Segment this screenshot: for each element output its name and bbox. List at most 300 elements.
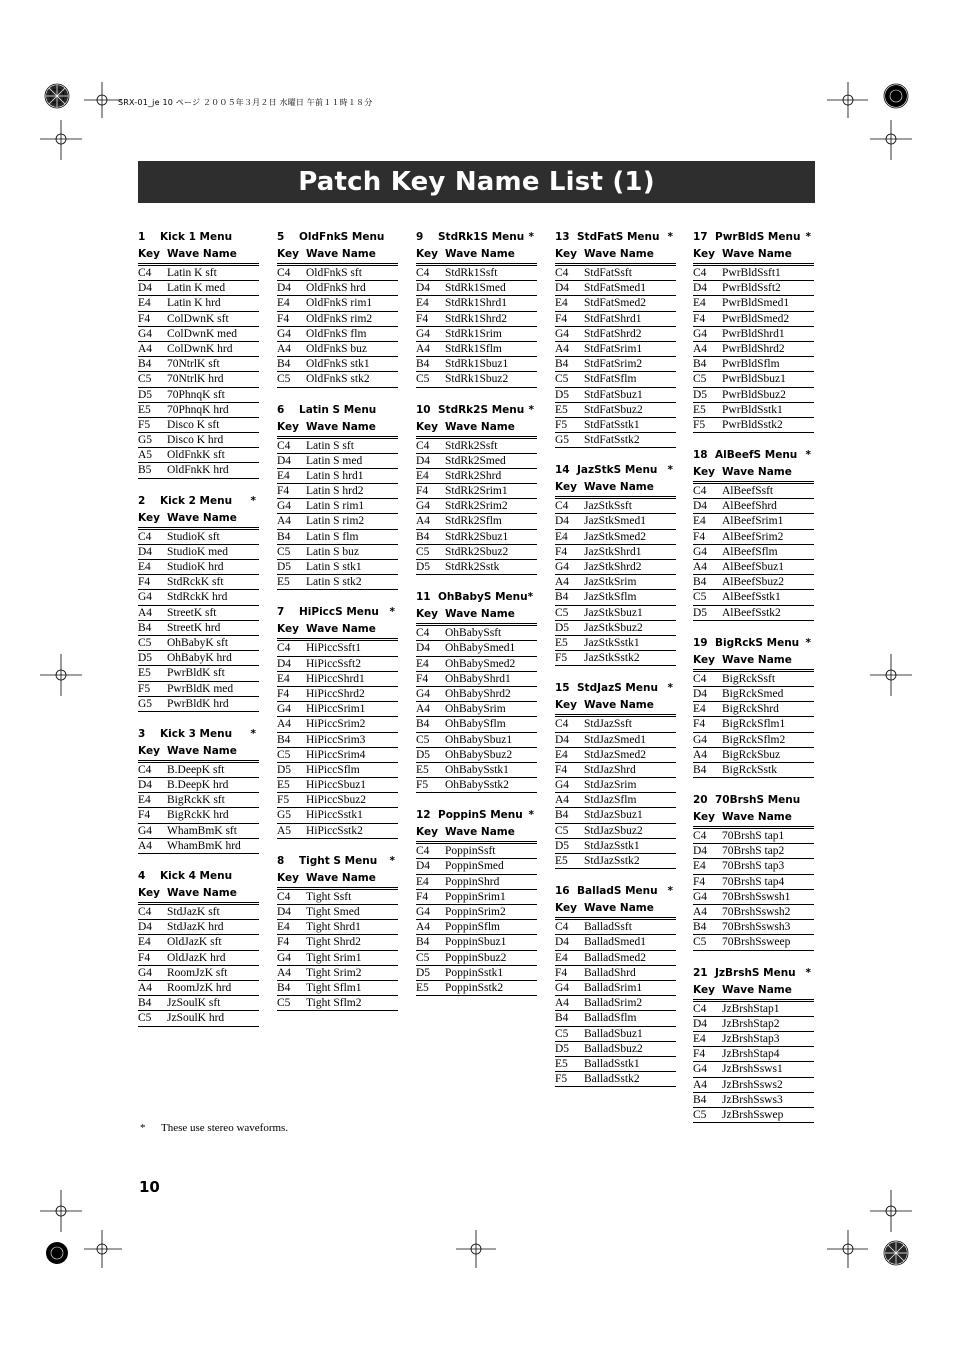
- wave-name-cell: OldFnkS buz: [306, 342, 368, 355]
- table-row: [416, 981, 537, 996]
- table-row: [693, 484, 814, 499]
- table-row: [416, 372, 537, 387]
- key-cell: D4: [277, 454, 292, 467]
- table-row: [555, 372, 676, 387]
- key-cell: C5: [138, 636, 152, 649]
- wave-name-cell: PwrBldSflm: [722, 358, 780, 371]
- wave-name-cell: Tight Smed: [306, 906, 360, 918]
- menu-name: BigRckS Menu: [715, 636, 800, 649]
- key-cell: A4: [277, 515, 292, 528]
- table-row: [416, 266, 537, 281]
- wave-name-cell: Latin S rim1: [306, 500, 365, 513]
- key-cell: D5: [555, 839, 570, 852]
- wave-name-cell: StdJazSflm: [584, 794, 637, 807]
- table-row: [693, 499, 814, 514]
- wave-name-cell: StdFatShrd1: [584, 312, 642, 325]
- key-cell: A4: [277, 718, 292, 731]
- table-row: [277, 454, 398, 469]
- table-body: [277, 438, 398, 591]
- key-cell: E4: [693, 860, 706, 873]
- key-cell: D5: [416, 748, 431, 761]
- key-cell: D4: [693, 282, 708, 295]
- wave-name-cell: PwrBldSmed1: [722, 297, 790, 310]
- wave-name-cell: HiPiccSstk1: [306, 809, 363, 822]
- table-row: [138, 312, 259, 327]
- table-row: [555, 266, 676, 281]
- wave-name-column-header: Wave Name: [306, 623, 376, 636]
- wave-name-cell: OldFnkS stk1: [306, 358, 370, 371]
- key-cell: C4: [416, 267, 430, 279]
- key-cell: D5: [277, 561, 292, 573]
- wave-name-cell: 70PhnqK sft: [167, 388, 225, 401]
- table-row: [555, 1027, 676, 1042]
- menu-heading: [555, 883, 676, 900]
- key-cell: E4: [555, 748, 568, 761]
- table-row: [277, 281, 398, 296]
- key-cell: B4: [555, 809, 569, 822]
- wave-name-cell: OhBabyK hrd: [167, 652, 232, 665]
- table-row: [416, 357, 537, 372]
- page-title: Patch Key Name List (1): [298, 167, 655, 197]
- wave-name-cell: OhBabySmed2: [445, 657, 516, 670]
- menu-heading: [416, 807, 537, 824]
- stereo-mark: *: [528, 809, 534, 822]
- wave-name-cell: PwrBldSsft1: [722, 267, 781, 279]
- key-cell: D4: [555, 282, 570, 295]
- key-cell: G5: [138, 434, 153, 447]
- key-cell: B5: [138, 464, 152, 477]
- menu-heading: [693, 792, 814, 809]
- key-column-header: Key: [138, 744, 160, 757]
- key-cell: C5: [555, 606, 569, 619]
- key-cell: D4: [555, 515, 570, 528]
- table-header: [138, 246, 259, 264]
- menu-name: Tight S Menu: [299, 854, 378, 867]
- table-row: [555, 981, 676, 996]
- table-row: [416, 905, 537, 920]
- table-row: [277, 530, 398, 545]
- stereo-mark: *: [805, 231, 811, 243]
- table-row: [416, 687, 537, 702]
- table-row: [138, 266, 259, 281]
- wave-name-cell: StdRckK sft: [167, 576, 224, 589]
- table-row: [138, 951, 259, 966]
- menu-heading: [138, 868, 259, 885]
- menu-number: 2: [138, 494, 146, 507]
- wave-name-cell: PwrBldShrd2: [722, 342, 785, 355]
- key-cell: D4: [277, 906, 292, 918]
- table-row: [277, 793, 398, 808]
- menu-heading: [416, 229, 537, 246]
- key-cell: B4: [693, 1093, 707, 1106]
- table-row: [138, 905, 259, 920]
- table-row: [277, 327, 398, 342]
- table-row: [277, 657, 398, 672]
- wave-name-cell: StdFatShrd2: [584, 327, 642, 340]
- key-cell: G4: [138, 824, 153, 837]
- wave-name-column-header: Wave Name: [167, 248, 237, 260]
- wave-name-cell: Latin S hrd1: [306, 469, 364, 482]
- key-cell: G4: [416, 687, 431, 700]
- table-row: [138, 763, 259, 778]
- key-cell: C4: [277, 642, 291, 655]
- table-row: [693, 733, 814, 748]
- wave-name-cell: 70NtrlK hrd: [167, 373, 224, 386]
- wave-name-cell: B.DeepK sft: [167, 763, 225, 776]
- key-cell: C4: [416, 845, 430, 858]
- wave-name-cell: StdJazSmed1: [584, 733, 646, 746]
- key-cell: D4: [416, 454, 431, 467]
- table-row: [416, 454, 537, 469]
- key-cell: D5: [277, 763, 292, 776]
- key-cell: C5: [416, 951, 430, 964]
- key-cell: G4: [555, 981, 570, 994]
- key-column-header: Key: [416, 826, 438, 839]
- wave-name-cell: JzBrshStap4: [722, 1048, 780, 1061]
- menu-block: [138, 229, 259, 479]
- menu-number: 12: [416, 809, 431, 822]
- table-row: [277, 702, 398, 717]
- key-cell: E4: [277, 921, 290, 934]
- wave-name-cell: OldFnkS rim2: [306, 312, 373, 325]
- wave-name-cell: OldFnkS rim1: [306, 297, 373, 310]
- wave-name-cell: StdRk1Ssft: [445, 267, 498, 279]
- wave-name-cell: Latin K med: [167, 282, 226, 295]
- table-row: [693, 418, 814, 433]
- table-row: [416, 439, 537, 454]
- table-row: [416, 560, 537, 575]
- wave-name-cell: StdJazShrd: [584, 763, 636, 776]
- key-cell: A4: [693, 1078, 708, 1091]
- menu-heading: [555, 229, 676, 246]
- key-cell: D5: [416, 966, 431, 979]
- wave-name-cell: HiPiccShrd1: [306, 672, 365, 685]
- key-cell: D5: [555, 388, 570, 401]
- table-row: [693, 1093, 814, 1108]
- table-header: [555, 900, 676, 918]
- wave-name-cell: PwrBldSmed2: [722, 312, 790, 325]
- key-cell: F5: [138, 682, 151, 695]
- key-cell: G4: [693, 545, 708, 558]
- key-column-header: Key: [277, 623, 299, 636]
- menu-name: JazStkS Menu: [577, 464, 658, 477]
- key-cell: E4: [138, 936, 151, 949]
- table-header: [138, 885, 259, 903]
- key-cell: F4: [138, 576, 151, 589]
- key-cell: F4: [277, 687, 290, 700]
- wave-name-cell: StdRk2Ssft: [445, 439, 498, 452]
- wave-name-cell: AlBeefSstk2: [722, 606, 781, 619]
- key-cell: C5: [277, 748, 291, 761]
- wave-name-cell: BalladSstk1: [584, 1057, 640, 1070]
- key-cell: G4: [138, 591, 153, 604]
- table-row: [277, 514, 398, 529]
- table-row: [138, 636, 259, 651]
- stereo-mark: *: [667, 464, 673, 477]
- table-row: [138, 808, 259, 823]
- table-row: [138, 966, 259, 981]
- table-row: [138, 463, 259, 478]
- table-row: [555, 839, 676, 854]
- key-cell: C5: [693, 936, 707, 949]
- menu-heading: [277, 402, 398, 419]
- wave-name-cell: StreetK sft: [167, 606, 217, 619]
- wave-name-cell: Latin S flm: [306, 530, 359, 543]
- wave-name-column-header: Wave Name: [445, 608, 515, 621]
- wave-name-cell: PwrBldSstk1: [722, 403, 783, 416]
- menu-name: StdRk2S Menu: [438, 403, 525, 416]
- table-row: [138, 1011, 259, 1026]
- stereo-mark: *: [250, 727, 256, 740]
- wave-name-cell: HiPiccSrim1: [306, 703, 366, 716]
- table-row: [693, 281, 814, 296]
- table-header: [416, 246, 537, 264]
- table-row: [693, 935, 814, 950]
- key-cell: G4: [416, 500, 431, 513]
- menu-number: 18: [693, 449, 708, 462]
- wave-name-cell: StdJazSbuz2: [584, 824, 643, 837]
- key-cell: C4: [138, 530, 152, 543]
- key-cell: B4: [693, 576, 707, 589]
- table-row: [555, 1011, 676, 1026]
- wave-name-cell: PoppinShrd: [445, 875, 500, 888]
- wave-name-cell: StudioK sft: [167, 530, 220, 543]
- wave-name-cell: PwrBldSbuz2: [722, 388, 786, 401]
- table-row: [277, 935, 398, 950]
- key-cell: E4: [416, 469, 429, 482]
- wave-name-cell: StdRk1Srim: [445, 327, 502, 340]
- table-row: [416, 657, 537, 672]
- menu-number: 17: [693, 231, 708, 243]
- key-cell: D5: [555, 1042, 570, 1055]
- table-row: [693, 905, 814, 920]
- table-row: [277, 641, 398, 656]
- wave-name-cell: RoomJzK sft: [167, 966, 228, 979]
- key-column-header: Key: [555, 248, 577, 260]
- table-row: [693, 748, 814, 763]
- menu-block: [416, 589, 537, 793]
- table-row: [693, 545, 814, 560]
- menu-number: 15: [555, 682, 570, 695]
- wave-name-cell: StdJazSstk2: [584, 855, 640, 867]
- key-cell: C5: [555, 824, 569, 837]
- key-cell: E5: [555, 403, 568, 416]
- table-row: [416, 672, 537, 687]
- wave-name-cell: Latin S rim2: [306, 515, 365, 528]
- table-row: [555, 388, 676, 403]
- table-row: [693, 560, 814, 575]
- table-row: [277, 748, 398, 763]
- key-cell: D4: [555, 733, 570, 746]
- key-column-header: Key: [555, 902, 577, 915]
- wave-name-cell: StdFatSrim2: [584, 358, 643, 371]
- wave-name-cell: StdJazSstk1: [584, 839, 640, 852]
- key-column-header: Key: [138, 511, 160, 524]
- table-header: [555, 697, 676, 715]
- table-row: [416, 951, 537, 966]
- key-cell: E4: [693, 1032, 706, 1045]
- wave-name-column-header: Wave Name: [445, 248, 515, 260]
- wave-name-cell: JazStkSrim: [584, 576, 637, 589]
- table-row: [416, 748, 537, 763]
- table-row: [277, 763, 398, 778]
- key-cell: D5: [138, 388, 153, 401]
- menu-number: 20: [693, 794, 708, 807]
- wave-name-cell: OldFnkK hrd: [167, 464, 229, 477]
- wave-name-cell: StreetK hrd: [167, 621, 221, 634]
- menu-name: Kick 4 Menu: [160, 870, 233, 882]
- menu-heading: [277, 604, 398, 621]
- wave-name-cell: StdRk2Sbuz1: [445, 530, 509, 543]
- wave-name-cell: StdRk2Srim1: [445, 485, 508, 498]
- wave-name-column-header: Wave Name: [306, 871, 376, 884]
- table-row: [416, 702, 537, 717]
- table-row: [555, 966, 676, 981]
- wave-name-cell: 70BrshS tap3: [722, 860, 785, 873]
- wave-name-cell: JazStkSmed1: [584, 515, 646, 528]
- menu-block: [693, 792, 814, 951]
- table-row: [693, 575, 814, 590]
- menu-name: BalladS Menu: [577, 885, 658, 898]
- wave-name-cell: Latin K sft: [167, 267, 217, 279]
- wave-name-cell: StdFatSrim1: [584, 342, 643, 355]
- key-cell: C4: [693, 830, 707, 843]
- key-cell: A4: [138, 342, 153, 355]
- menu-number: 10: [416, 403, 431, 416]
- key-cell: F4: [416, 890, 429, 903]
- key-cell: B4: [693, 763, 707, 776]
- key-cell: D4: [138, 545, 153, 558]
- key-cell: C4: [693, 672, 707, 685]
- wave-name-cell: JazStkSstk1: [584, 636, 640, 649]
- table-body: [693, 671, 814, 778]
- table-row: [416, 296, 537, 311]
- wave-name-cell: OhBabySbuz1: [445, 733, 513, 746]
- wave-name-cell: JzBrshSsws2: [722, 1078, 783, 1091]
- wave-name-cell: 70NtrlK sft: [167, 358, 220, 371]
- key-column-header: Key: [555, 699, 577, 712]
- wave-name-cell: OhBabySbuz2: [445, 748, 513, 761]
- footnote-mark: *: [140, 1122, 146, 1134]
- menu-block: [416, 229, 537, 388]
- key-cell: A4: [416, 342, 431, 355]
- wave-name-cell: 70BrshSsweep: [722, 936, 791, 949]
- table-row: [416, 844, 537, 859]
- key-cell: F4: [693, 530, 706, 543]
- key-cell: C4: [138, 906, 152, 918]
- table-row: [277, 575, 398, 590]
- wave-name-cell: StdRk1Shrd1: [445, 297, 507, 310]
- table-row: [555, 1042, 676, 1057]
- table-header: [277, 246, 398, 264]
- key-cell: E5: [277, 576, 290, 589]
- key-cell: F5: [693, 418, 706, 431]
- table-row: [138, 403, 259, 418]
- table-row: [693, 717, 814, 732]
- wave-name-cell: BigRckSbuz: [722, 748, 781, 761]
- key-cell: C5: [416, 545, 430, 558]
- wave-name-cell: BalladShrd: [584, 966, 636, 979]
- key-cell: E4: [416, 657, 429, 670]
- table-row: [416, 342, 537, 357]
- table-row: [277, 469, 398, 484]
- key-cell: A4: [555, 997, 570, 1010]
- key-cell: E5: [555, 636, 568, 649]
- wave-name-cell: AlBeefSstk1: [722, 591, 781, 604]
- key-column-header: Key: [416, 420, 438, 433]
- key-cell: C4: [693, 267, 707, 279]
- wave-name-cell: HiPiccSflm: [306, 763, 360, 776]
- menu-number: 19: [693, 636, 708, 649]
- table-row: [555, 560, 676, 575]
- wave-name-cell: JzSoulK hrd: [167, 1012, 225, 1025]
- menu-number: 7: [277, 606, 285, 619]
- wave-name-cell: BalladSsft: [584, 921, 632, 934]
- table-row: [416, 469, 537, 484]
- wave-name-cell: BalladSstk2: [584, 1073, 640, 1086]
- wave-name-cell: StdRk1Sbuz1: [445, 358, 509, 371]
- key-cell: G4: [416, 906, 431, 918]
- menu-block: [555, 680, 676, 869]
- menu-name: OldFnkS Menu: [299, 231, 385, 243]
- table-row: [277, 996, 398, 1011]
- stereo-mark: *: [667, 682, 673, 695]
- key-cell: F4: [693, 875, 706, 888]
- menu-number: 13: [555, 231, 570, 243]
- menu-block: [693, 447, 814, 621]
- key-cell: F4: [277, 485, 290, 498]
- table-row: [277, 824, 398, 839]
- menu-heading: [555, 462, 676, 479]
- wave-name-cell: PoppinSrim1: [445, 890, 506, 903]
- table-row: [416, 641, 537, 656]
- wave-name-cell: Latin S buz: [306, 545, 360, 558]
- key-cell: C5: [277, 997, 291, 1010]
- wave-name-cell: B.DeepK hrd: [167, 779, 229, 792]
- key-cell: C5: [555, 373, 569, 386]
- table-row: [693, 514, 814, 529]
- wave-name-cell: BigRckSsft: [722, 672, 776, 685]
- menu-number: 6: [277, 403, 285, 416]
- wave-name-cell: StdRk1Shrd2: [445, 312, 507, 325]
- wave-name-cell: StdRk1Sbuz2: [445, 373, 509, 386]
- table-body: [138, 904, 259, 1027]
- wave-name-cell: BalladSrim2: [584, 997, 643, 1010]
- key-cell: E4: [555, 297, 568, 310]
- table-row: [138, 697, 259, 712]
- table-row: [138, 935, 259, 950]
- wave-name-cell: BalladSmed2: [584, 951, 646, 964]
- key-cell: G4: [693, 1063, 708, 1076]
- table-row: [693, 327, 814, 342]
- table-row: [555, 590, 676, 605]
- key-cell: A4: [138, 606, 153, 619]
- wave-name-cell: AlBeefSsft: [722, 485, 774, 498]
- stereo-mark: *: [389, 606, 395, 619]
- wave-name-cell: StudioK hrd: [167, 561, 224, 573]
- wave-name-cell: PoppinSstk2: [445, 981, 504, 994]
- key-column-header: Key: [416, 248, 438, 260]
- key-cell: C4: [277, 267, 291, 279]
- key-cell: A4: [416, 515, 431, 528]
- menu-heading: [693, 965, 814, 982]
- key-cell: E4: [277, 297, 290, 310]
- wave-name-column-header: Wave Name: [722, 811, 792, 824]
- wave-name-cell: PoppinSmed: [445, 860, 504, 873]
- wave-name-cell: StdFatSmed1: [584, 282, 646, 295]
- table-row: [138, 793, 259, 808]
- table-row: [555, 935, 676, 950]
